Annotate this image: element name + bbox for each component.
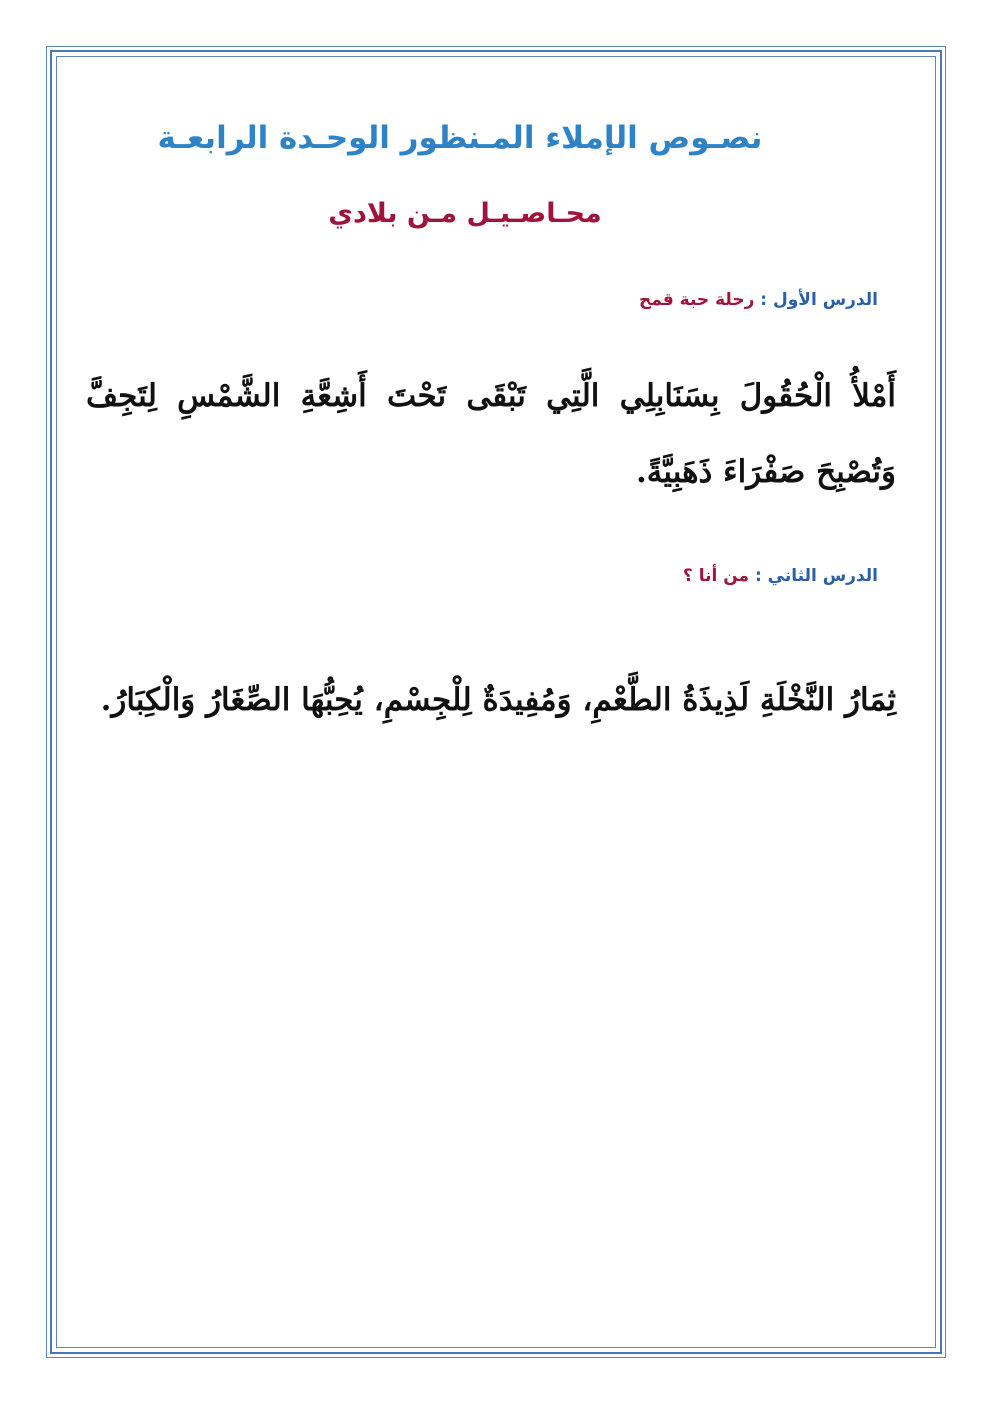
lesson-1-dictation-text: أَمْلأُ الْحُقُولَ بِسَنَابِلِي الَّتِي تَبْقَى تَحْتَ أَشِعَّةِ الشَّمْسِ لِتَجِفَّ وَتُصْبِحَ صَفْرَاءَ ذَهَبِيَّةً. (86, 378, 896, 490)
lesson-1-heading (639, 290, 878, 310)
lesson-2-heading-prefix: الدرس الثاني : (749, 566, 878, 586)
lesson-2-dictation-text: ثِمَارُ النَّخْلَةِ لَذِيذَةُ الطَّعْمِ، وَمُفِيدَةٌ لِلْجِسْمِ، يُحِبُّهَا الصِّغَارُ وَالْكِبَارُ. (100, 682, 896, 718)
unit-title: محـاصـيـل مـن بلادي (328, 198, 602, 229)
main-title: نصـوص الإملاء المـنظور الوحـدة الرابعـة (157, 120, 763, 156)
lesson-1-heading-prefix: الدرس الأول : (754, 290, 878, 310)
lesson-2-heading-title: من أنا ؟ (682, 566, 750, 586)
lesson-1-heading-title: رحلة حبة قمح (638, 290, 755, 310)
lesson-2-heading (683, 566, 878, 586)
